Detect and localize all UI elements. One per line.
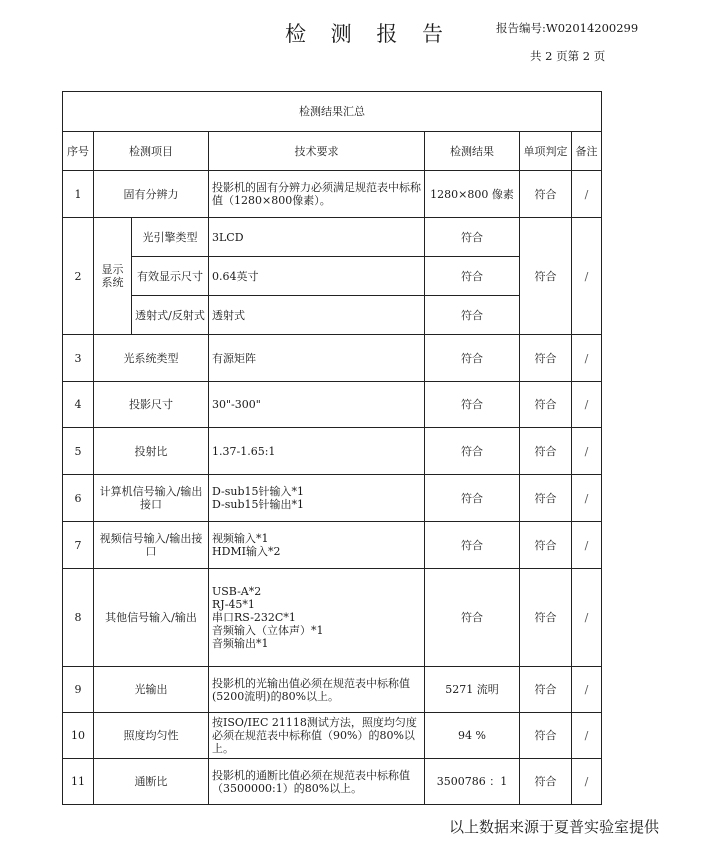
- table-row: [63, 382, 602, 428]
- group-cell: 显示系统: [94, 218, 132, 335]
- item-cell: 照度均匀性: [94, 713, 209, 759]
- item-cell: 视频信号输入/输出接口: [94, 522, 209, 569]
- remark-cell: /: [572, 382, 602, 428]
- verdict-cell: 符合: [520, 475, 572, 522]
- table-row: [63, 475, 602, 522]
- req-line: D-sub15针输入*1: [212, 485, 305, 498]
- req-cell: 按ISO/IEC 21118测试方法，照度均匀度必须在规范表中标称值（90%）的80%以上。: [209, 713, 425, 759]
- result-cell: 3500786 ：1: [425, 759, 520, 805]
- col-req: 技术要求: [209, 132, 425, 171]
- remark-cell: /: [572, 335, 602, 382]
- result-cell: 符合: [425, 522, 520, 569]
- item-cell: 投影尺寸: [94, 382, 209, 428]
- verdict-cell: 符合: [520, 382, 572, 428]
- verdict-cell: 符合: [520, 713, 572, 759]
- req-line: 串口RS-232C*1: [212, 611, 296, 624]
- item-cell: 投射比: [94, 428, 209, 475]
- result-cell: 符合: [425, 335, 520, 382]
- seq-cell: 7: [63, 522, 94, 569]
- header-row: [63, 132, 602, 171]
- req-cell: 投影机的固有分辨力必须满足规范表中标称值（1280×800像素）。: [209, 171, 425, 218]
- req-cell: [209, 475, 425, 522]
- item-cell: 计算机信号输入/输出接口: [94, 475, 209, 522]
- seq-cell: 11: [63, 759, 94, 805]
- col-result: 检测结果: [425, 132, 520, 171]
- table-caption: 检测结果汇总: [63, 92, 602, 132]
- req-cell: 30"-300": [209, 382, 425, 428]
- result-cell: 符合: [425, 569, 520, 667]
- result-cell: 符合: [425, 257, 520, 296]
- item-cell: 光输出: [94, 667, 209, 713]
- col-remark: 备注: [572, 132, 602, 171]
- col-item: 检测项目: [94, 132, 209, 171]
- req-cell: 投影机的通断比值必须在规范表中标称值（3500000:1）的80%以上。: [209, 759, 425, 805]
- req-line: USB-A*2: [212, 585, 262, 598]
- col-seq: 序号: [63, 132, 94, 171]
- remark-cell: /: [572, 713, 602, 759]
- seq-cell: 10: [63, 713, 94, 759]
- report-title: 检 测 报 告: [285, 22, 453, 46]
- verdict-cell: 符合: [520, 667, 572, 713]
- remark-cell: /: [572, 569, 602, 667]
- req-cell: 有源矩阵: [209, 335, 425, 382]
- table-row: [63, 713, 602, 759]
- table-row: [63, 569, 602, 667]
- seq-cell: 1: [63, 171, 94, 218]
- remark-cell: /: [572, 475, 602, 522]
- result-cell: 符合: [425, 475, 520, 522]
- sub-item-cell: 光引擎类型: [132, 218, 209, 257]
- table-row: [63, 218, 602, 257]
- req-cell: 1.37-1.65:1: [209, 428, 425, 475]
- item-cell: 固有分辨力: [94, 171, 209, 218]
- result-cell: 符合: [425, 428, 520, 475]
- req-cell: 透射式: [209, 296, 425, 335]
- seq-cell: 3: [63, 335, 94, 382]
- req-line: RJ-45*1: [212, 598, 255, 611]
- remark-cell: /: [572, 218, 602, 335]
- req-cell: 0.64英寸: [209, 257, 425, 296]
- page-count: 共 2 页第 2 页: [530, 49, 606, 63]
- seq-cell: 2: [63, 218, 94, 335]
- table-row: [63, 428, 602, 475]
- req-line: D-sub15针输出*1: [212, 498, 305, 511]
- sub-item-cell: 有效显示尺寸: [132, 257, 209, 296]
- report-number: 报告编号:W02014200299: [496, 21, 639, 35]
- verdict-cell: 符合: [520, 759, 572, 805]
- item-cell: 通断比: [94, 759, 209, 805]
- req-cell: [209, 522, 425, 569]
- result-cell: 符合: [425, 382, 520, 428]
- remark-cell: /: [572, 171, 602, 218]
- seq-cell: 5: [63, 428, 94, 475]
- verdict-cell: 符合: [520, 522, 572, 569]
- seq-cell: 6: [63, 475, 94, 522]
- verdict-cell: 符合: [520, 335, 572, 382]
- req-line: 音频输出*1: [212, 637, 269, 650]
- verdict-cell: 符合: [520, 171, 572, 218]
- result-cell: 符合: [425, 296, 520, 335]
- remark-cell: /: [572, 667, 602, 713]
- result-cell: 1280×800 像素: [425, 171, 520, 218]
- result-cell: 94 %: [425, 713, 520, 759]
- req-cell: 投影机的光输出值必须在规范表中标称值(5200流明)的80%以上。: [209, 667, 425, 713]
- seq-cell: 8: [63, 569, 94, 667]
- table-row: [63, 667, 602, 713]
- verdict-cell: 符合: [520, 428, 572, 475]
- col-verdict: 单项判定: [520, 132, 572, 171]
- req-cell: [209, 569, 425, 667]
- seq-cell: 4: [63, 382, 94, 428]
- source-note: 以上数据来源于夏普实验室提供: [449, 818, 660, 836]
- verdict-cell: 符合: [520, 569, 572, 667]
- sub-item-cell: 透射式/反射式: [132, 296, 209, 335]
- result-cell: 符合: [425, 218, 520, 257]
- table-row: [63, 171, 602, 218]
- req-line: 音频输入（立体声）*1: [212, 624, 324, 637]
- item-cell: 其他信号输入/输出: [94, 569, 209, 667]
- req-line: 视频输入*1: [212, 532, 269, 545]
- result-table: [62, 91, 602, 805]
- verdict-cell: 符合: [520, 218, 572, 335]
- seq-cell: 9: [63, 667, 94, 713]
- table-row: [63, 759, 602, 805]
- req-cell: 3LCD: [209, 218, 425, 257]
- result-cell: 5271 流明: [425, 667, 520, 713]
- table-row: [63, 335, 602, 382]
- table-row: [63, 522, 602, 569]
- remark-cell: /: [572, 759, 602, 805]
- item-cell: 光系统类型: [94, 335, 209, 382]
- req-line: HDMI输入*2: [212, 545, 281, 558]
- remark-cell: /: [572, 428, 602, 475]
- remark-cell: /: [572, 522, 602, 569]
